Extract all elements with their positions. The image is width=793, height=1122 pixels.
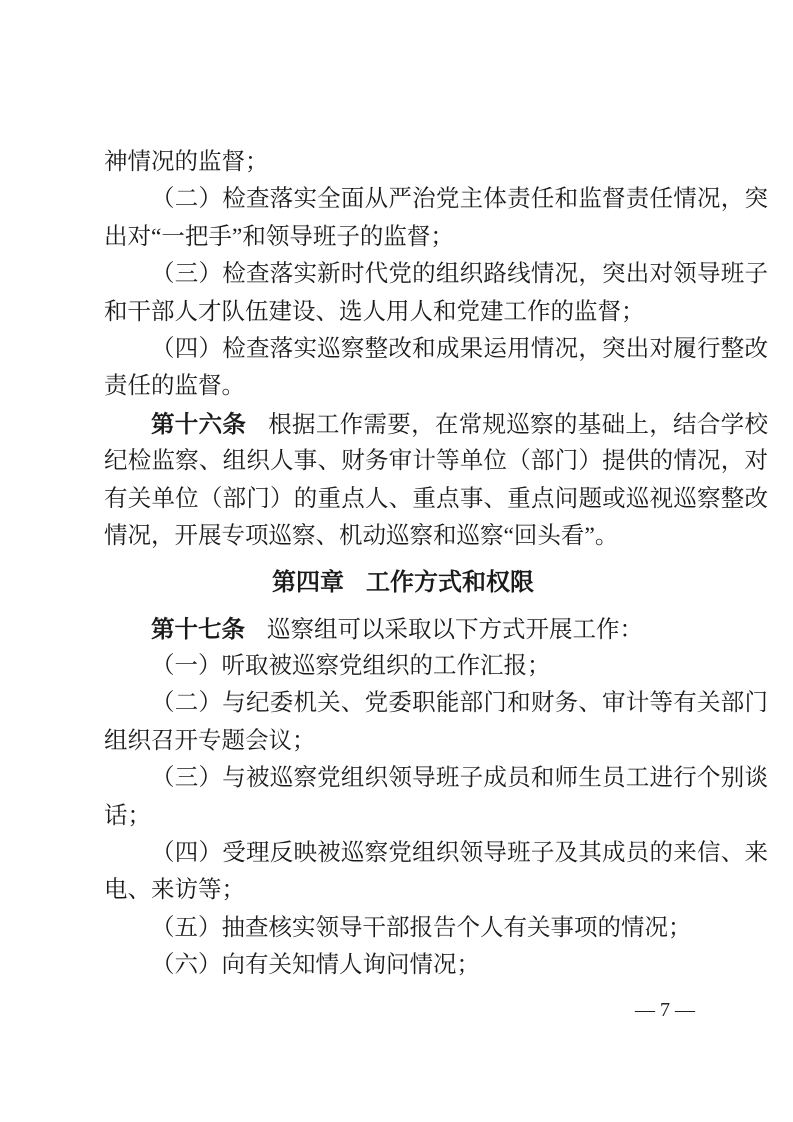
article-number: 第十七条 xyxy=(151,615,245,642)
text-line xyxy=(104,406,768,443)
line-text: 情况，开展专项巡察、机动巡察和巡察“回头看”。 xyxy=(104,522,619,549)
text-line xyxy=(104,331,768,368)
line-text: （四）检查落实巡察整改和成果运用情况，突出对履行整改 xyxy=(151,335,768,362)
text-line xyxy=(104,181,768,218)
line-text: （三）检查落实新时代党的组织路线情况，突出对领导班子 xyxy=(151,261,768,288)
line-text: （五）抽查核实领导干部报告个人有关事项的情况； xyxy=(151,914,692,941)
text-line xyxy=(104,256,768,293)
line-text: 和干部人才队伍建设、选人用人和党建工作的监督； xyxy=(104,298,645,325)
text-line xyxy=(104,835,768,872)
text-line xyxy=(104,723,768,760)
line-text: 纪检监察、组织人事、财务审计等单位（部门）提供的情况，对 xyxy=(104,448,768,475)
text-line xyxy=(104,443,768,480)
line-text: 神情况的监督； xyxy=(104,149,269,175)
text-line xyxy=(104,481,768,518)
page-number: — 7 — xyxy=(635,999,695,1021)
line-text: 电、来访等； xyxy=(104,877,245,904)
line-text: 巡察组可以采取以下方式开展工作： xyxy=(267,616,643,643)
text-line xyxy=(104,798,768,835)
text-line xyxy=(104,611,768,648)
line-text: 组织召开专题会议； xyxy=(104,727,316,754)
line-text: 出对“一把手”和领导班子的监督； xyxy=(104,223,454,250)
chapter-heading xyxy=(104,564,702,601)
text-line xyxy=(104,947,768,984)
text-line xyxy=(104,368,768,405)
line-text: （二）检查落实全面从严治党主体责任和监督责任情况，突 xyxy=(151,186,768,213)
line-text: （一）听取被巡察党组织的工作汇报； xyxy=(151,653,551,680)
line-text: 话； xyxy=(104,802,151,829)
line-text: （二）与纪委机关、党委职能部门和财务、审计等有关部门 xyxy=(151,690,768,717)
line-text: 责任的监督。 xyxy=(104,373,245,400)
text-line xyxy=(104,518,768,555)
text-line xyxy=(104,685,768,722)
document-content xyxy=(104,144,768,985)
text-line xyxy=(104,219,768,256)
text-line xyxy=(104,872,768,909)
line-text: （六）向有关知情人询问情况； xyxy=(151,952,480,979)
text-line xyxy=(104,910,768,947)
line-text: 根据工作需要，在常规巡察的基础上，结合学校 xyxy=(268,411,768,438)
line-text: 有关单位（部门）的重点人、重点事、重点问题或巡视巡察整改 xyxy=(104,485,768,512)
text-line xyxy=(104,648,768,685)
line-text: （四）受理反映被巡察党组织领导班子及其成员的来信、来 xyxy=(151,840,768,867)
chapter-number: 第四章 xyxy=(272,569,344,597)
line-text: （三）与被巡察党组织领导班子成员和师生员工进行个别谈 xyxy=(151,765,768,792)
article-number: 第十六条 xyxy=(151,410,247,437)
text-line xyxy=(104,144,768,181)
text-line xyxy=(104,294,768,331)
text-line xyxy=(104,760,768,797)
chapter-title: 工作方式和权限 xyxy=(366,569,534,597)
